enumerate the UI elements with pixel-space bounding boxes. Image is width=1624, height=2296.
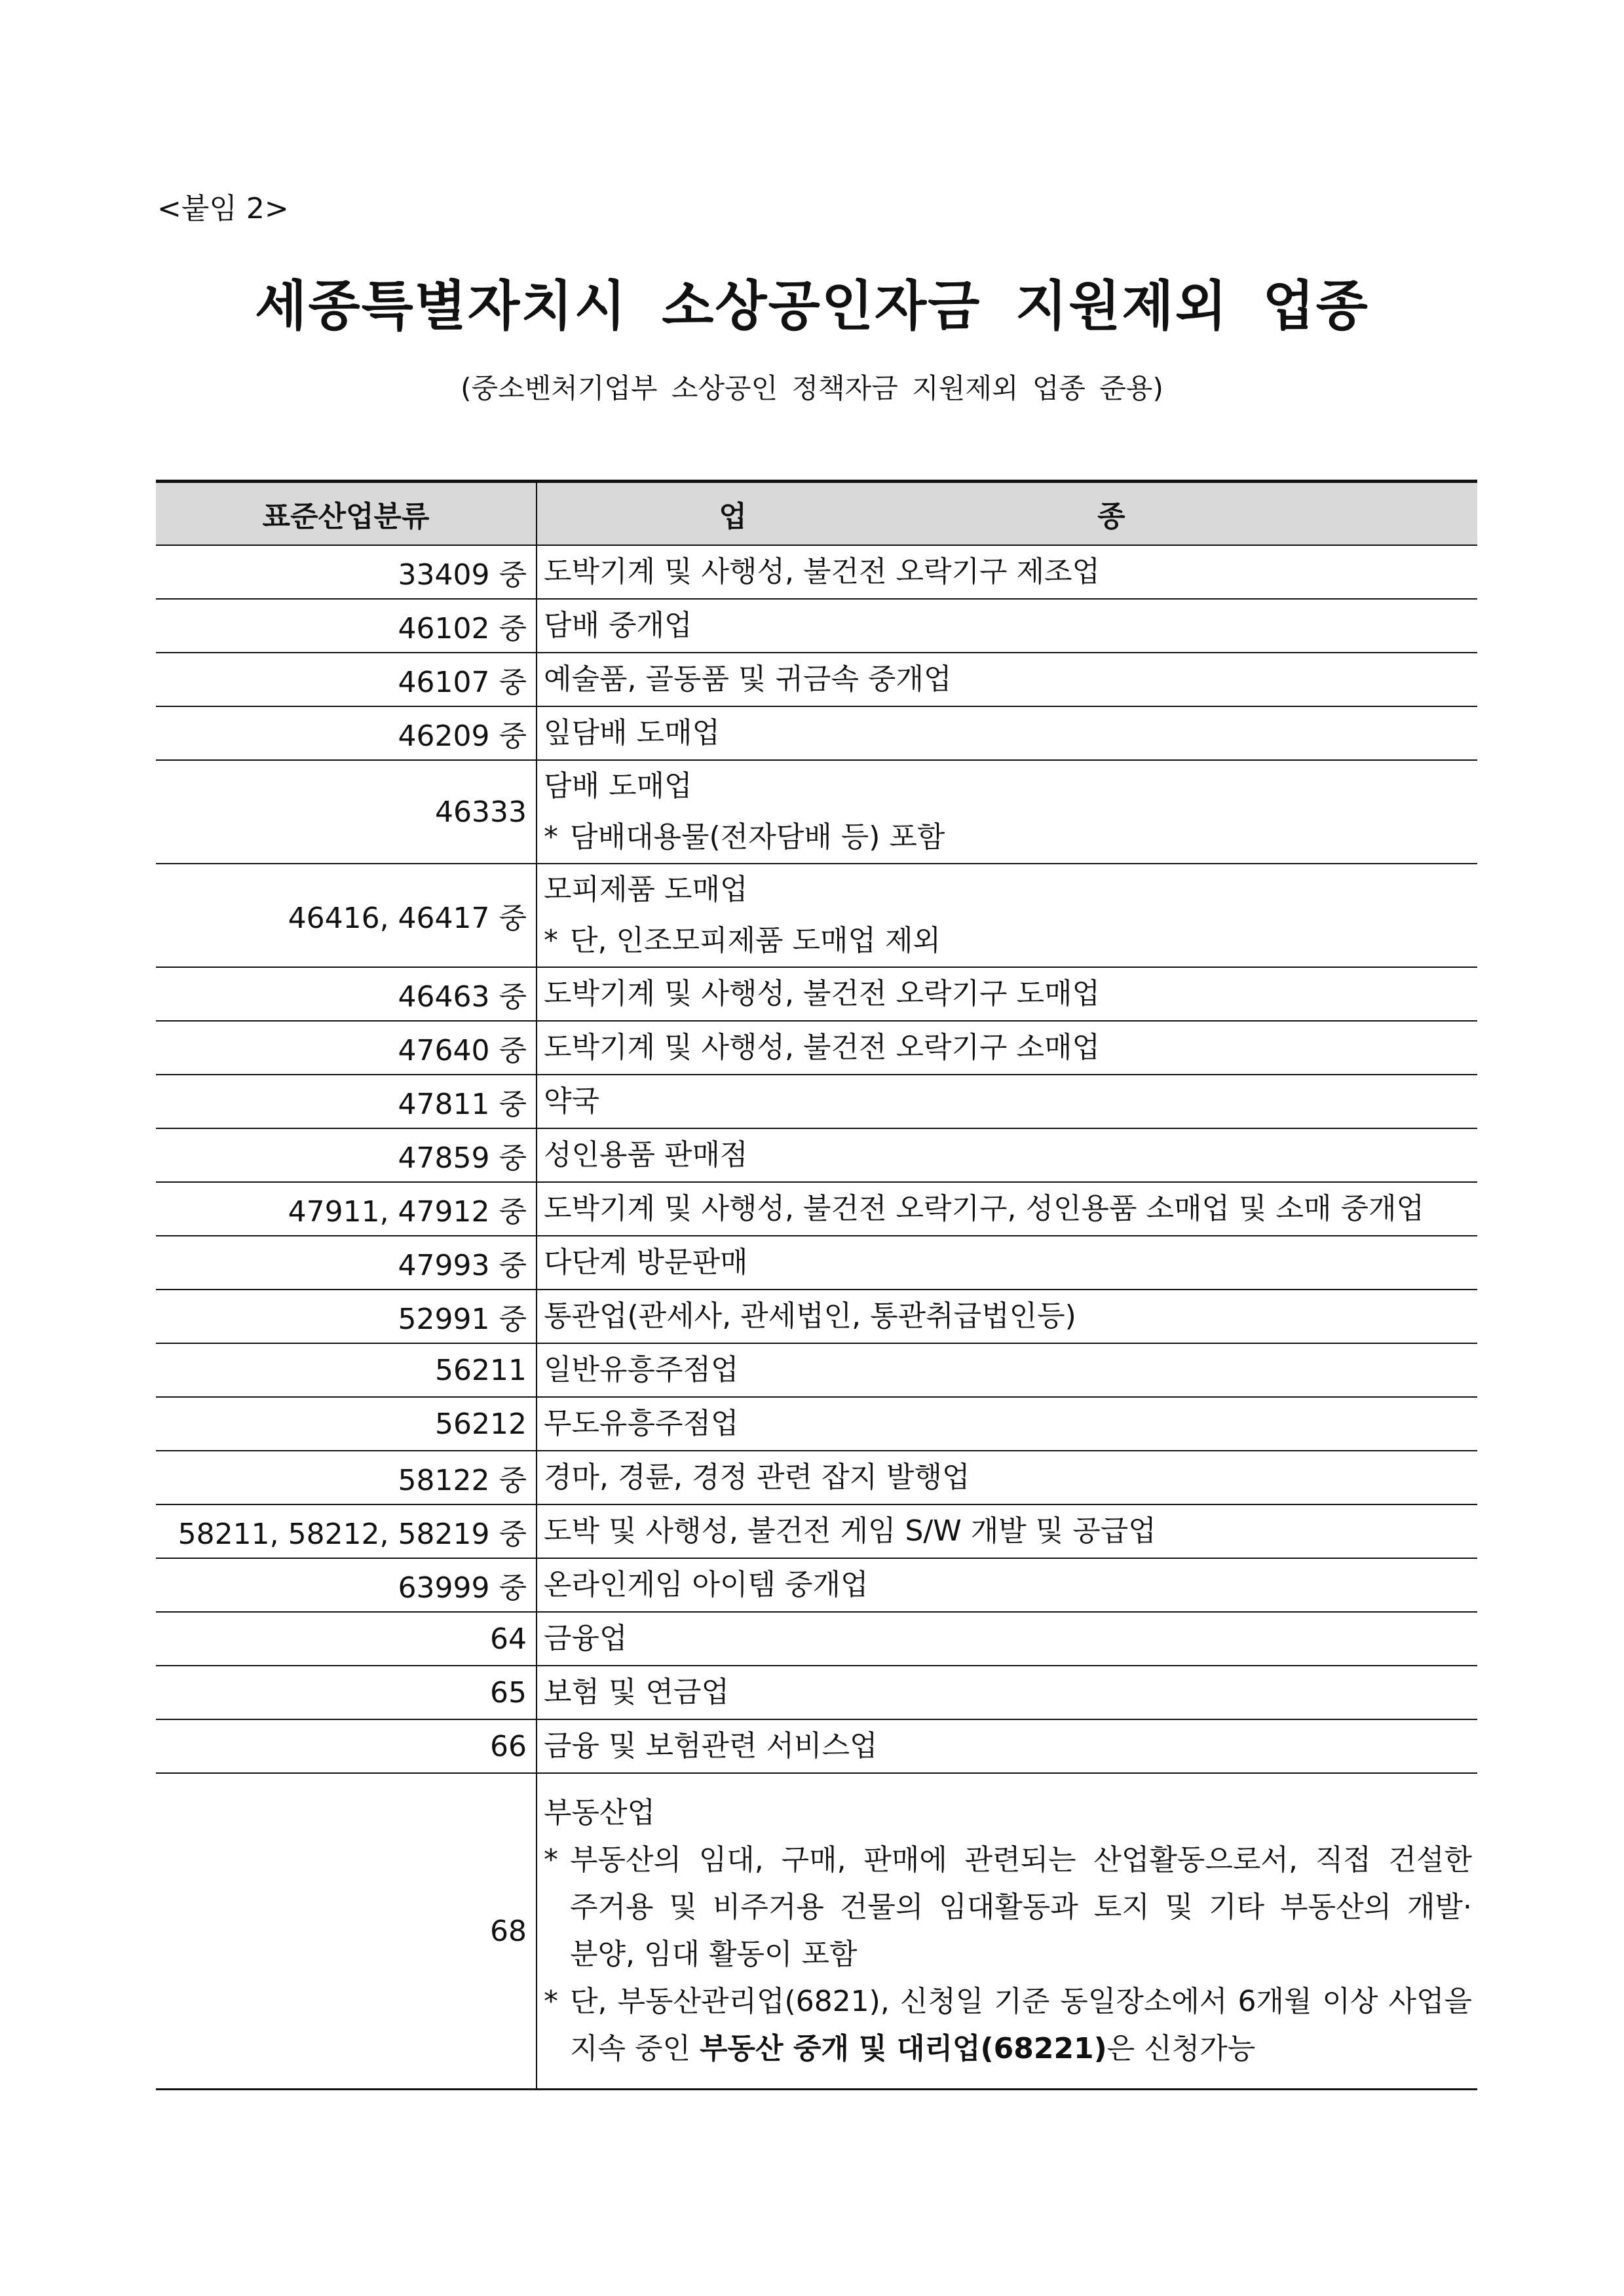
industry-name	[537, 1451, 1477, 1504]
industry-title: 도박기계 및 사행성, 불건전 오락기구 도매업	[544, 977, 1100, 1010]
industry-code: 58211, 58212, 58219 중	[156, 1504, 537, 1558]
attachment-label: <붙임 2>	[157, 192, 289, 225]
industry-name	[537, 1343, 1477, 1397]
note-line: 지속 중인 부동산 중개 및 대리업(68221)은 신청가능	[570, 2032, 1256, 2065]
industry-title: 예술품, 골동품 및 귀금속 중개업	[544, 662, 952, 696]
industry-title: 도박기계 및 사행성, 불건전 오락기구, 성인용품 소매업 및 소매 중개업	[544, 1192, 1424, 1225]
industry-name	[537, 1397, 1477, 1451]
column-header-code: 표준산업분류	[156, 482, 537, 546]
industry-name	[537, 1290, 1477, 1343]
industry-name	[537, 1128, 1477, 1182]
table-header-row	[156, 482, 1477, 546]
industry-code: 52991 중	[156, 1290, 537, 1343]
industry-note	[544, 1837, 1472, 1978]
table-row	[156, 1182, 1477, 1236]
excluded-industries-table	[156, 480, 1477, 2090]
industry-name	[537, 545, 1477, 599]
industry-title: 금융업	[544, 1622, 628, 1655]
industry-code: 47640 중	[156, 1021, 537, 1075]
table-row	[156, 1236, 1477, 1290]
industry-name	[537, 1504, 1477, 1558]
table-row	[156, 1612, 1477, 1666]
table-row	[156, 1397, 1477, 1451]
table-row	[156, 1451, 1477, 1504]
highlight-text: 부동산 중개 및 대리업(68221)	[700, 2032, 1107, 2065]
industry-title: 일반유흥주점업	[544, 1353, 739, 1387]
industry-title: 온라인게임 아이템 중개업	[544, 1568, 869, 1601]
table-row	[156, 706, 1477, 760]
industry-title: 도박기계 및 사행성, 불건전 오락기구 제조업	[544, 555, 1100, 588]
industry-code: 56212	[156, 1397, 537, 1451]
industry-name	[537, 1666, 1477, 1719]
industry-code: 46102 중	[156, 599, 537, 653]
industry-code: 46333	[156, 760, 537, 864]
industry-note	[544, 915, 1472, 966]
industry-title: 경마, 경륜, 경정 관련 잡지 발행업	[544, 1461, 970, 1494]
table-row	[156, 653, 1477, 706]
table-row	[156, 967, 1477, 1021]
industry-name	[537, 864, 1477, 967]
industry-code: 58122 중	[156, 1451, 537, 1504]
industry-title: 담배 중개업	[544, 609, 692, 642]
industry-name	[537, 1719, 1477, 1773]
industry-code: 65	[156, 1666, 537, 1719]
industry-title: 다단계 방문판매	[544, 1246, 748, 1279]
industry-name	[537, 1075, 1477, 1128]
table-row	[156, 1558, 1477, 1612]
note-marker: *	[544, 1843, 558, 1877]
industry-title: 약국	[544, 1084, 600, 1118]
table-row-real-estate	[156, 1773, 1477, 2090]
table-row	[156, 864, 1477, 967]
industry-code: 33409 중	[156, 545, 537, 599]
table-row	[156, 1290, 1477, 1343]
industry-title: 도박기계 및 사행성, 불건전 오락기구 소매업	[544, 1031, 1100, 1064]
table-row	[156, 1719, 1477, 1773]
industry-name	[537, 1236, 1477, 1290]
industry-code: 47993 중	[156, 1236, 537, 1290]
industry-name	[537, 967, 1477, 1021]
note-marker: *	[544, 820, 558, 854]
note-line: 부동산의 임대, 구매, 판매에 관련되는 산업활동으로서, 직접 건설한	[570, 1843, 1472, 1877]
industry-name	[537, 1773, 1477, 2090]
note-text: 담배대용물(전자담배 등) 포함	[570, 820, 945, 854]
industry-code: 66	[156, 1719, 537, 1773]
page-subtitle: (중소벤처기업부 소상공인 정책자금 지원제외 업종 준용)	[461, 372, 1163, 404]
note-line: 분양, 임대 활동이 포함	[570, 1938, 858, 1971]
industry-name	[537, 653, 1477, 706]
industry-title: 금융 및 보험관련 서비스업	[544, 1729, 878, 1763]
industry-title: 모피제품 도매업	[544, 873, 748, 906]
industry-note	[544, 1978, 1472, 2073]
industry-title: 담배 도매업	[544, 769, 692, 803]
note-line: 주거용 및 비주거용 건물의 임대활동과 토지 및 기타 부동산의 개발·	[570, 1890, 1472, 1924]
industry-name	[537, 1021, 1477, 1075]
table-row	[156, 599, 1477, 653]
industry-title: 무도유흥주점업	[544, 1407, 739, 1440]
industry-code: 56211	[156, 1343, 537, 1397]
industry-name	[537, 1558, 1477, 1612]
industry-name	[537, 1612, 1477, 1666]
industry-title: 보험 및 연금업	[544, 1675, 729, 1709]
industry-code: 64	[156, 1612, 537, 1666]
industry-code: 47811 중	[156, 1075, 537, 1128]
industry-title: 도박 및 사행성, 불건전 게임 S/W 개발 및 공급업	[544, 1514, 1156, 1548]
industry-title: 잎담배 도매업	[544, 716, 721, 750]
table-row	[156, 760, 1477, 864]
industry-title: 부동산업	[544, 1796, 656, 1829]
note-text: 단, 인조모피제품 도매업 제외	[570, 924, 941, 957]
table-row	[156, 1666, 1477, 1719]
industry-code: 46463 중	[156, 967, 537, 1021]
industry-code: 47911, 47912 중	[156, 1182, 537, 1236]
industry-code: 46209 중	[156, 706, 537, 760]
industry-note	[544, 812, 1472, 863]
industry-code: 46107 중	[156, 653, 537, 706]
table-row	[156, 1343, 1477, 1397]
table-row	[156, 1128, 1477, 1182]
table-row	[156, 1021, 1477, 1075]
industry-code: 46416, 46417 중	[156, 864, 537, 967]
industry-name	[537, 1182, 1477, 1236]
note-marker: *	[544, 924, 558, 957]
note-marker: *	[544, 1985, 558, 2018]
industry-title: 통관업(관세사, 관세법인, 통관취급법인등)	[544, 1299, 1076, 1333]
table-row	[156, 1504, 1477, 1558]
note-line: 단, 부동산관리업(6821), 신청일 기준 동일장소에서 6개월 이상 사업을	[570, 1985, 1472, 2018]
industry-code: 68	[156, 1773, 537, 2090]
industry-name	[537, 599, 1477, 653]
industry-name	[537, 706, 1477, 760]
industry-title: 성인용품 판매점	[544, 1138, 748, 1172]
industry-code: 63999 중	[156, 1558, 537, 1612]
table-row	[156, 545, 1477, 599]
column-header-industry: 업 종	[537, 482, 1477, 546]
table-row	[156, 1075, 1477, 1128]
industry-code: 47859 중	[156, 1128, 537, 1182]
page-title: 세종특별자치시 소상공인자금 지원제외 업종	[255, 275, 1369, 337]
industry-name	[537, 760, 1477, 864]
